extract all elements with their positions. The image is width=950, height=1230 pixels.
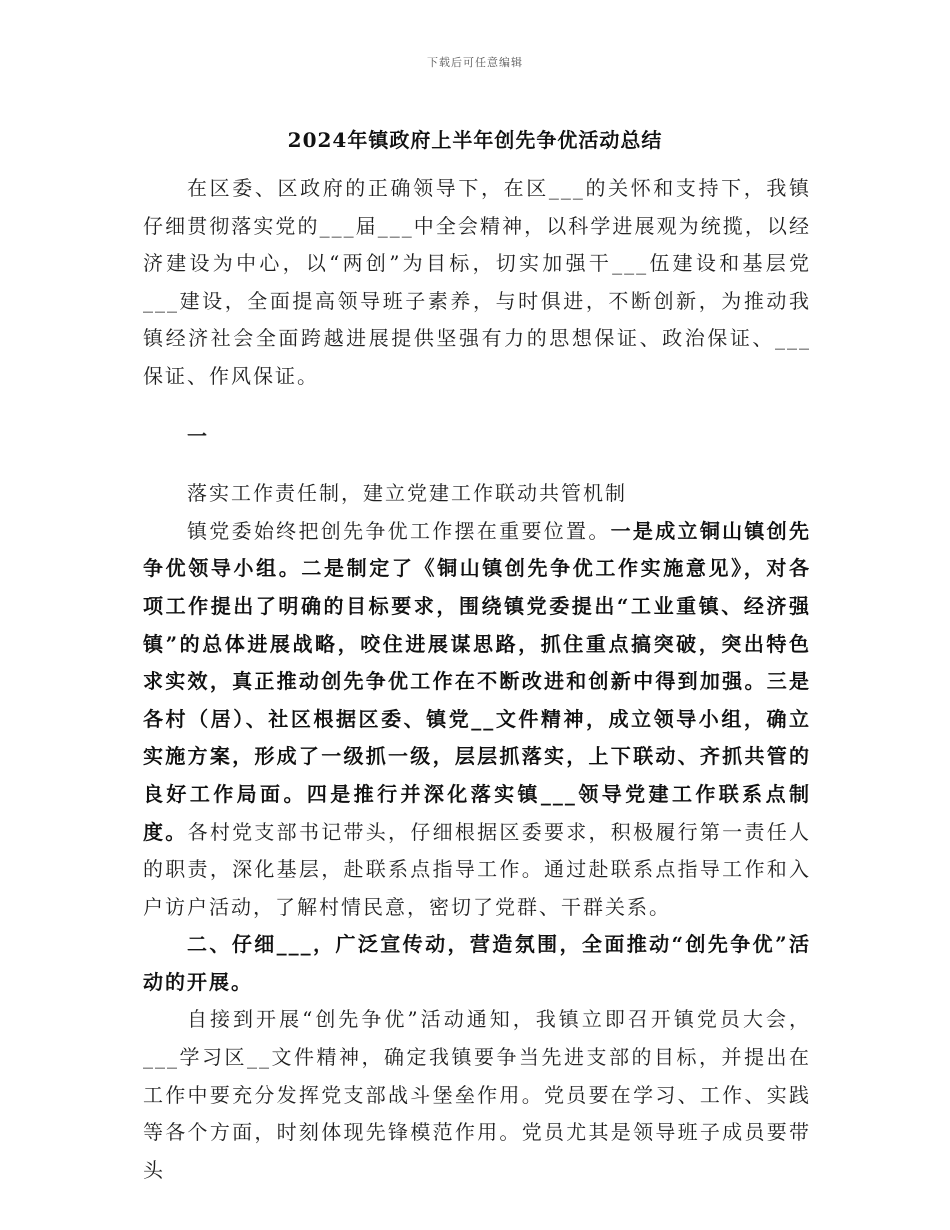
section-2-heading: 二、仔细___，广泛宣传动，营造氛围，全面推动“创先争优”活动的开展。 bbox=[143, 932, 811, 994]
document-body bbox=[143, 170, 811, 1189]
section-1-bold-text: 一是成立铜山镇创先争优领导小组。二是制定了《铜山镇创先争优工作实施意见》，对各项工作提出了明确的目标要求，围绕镇党委提出“工业重镇、经济强镇”的总体进展战略，咬住进展谋思路，抓住重点搞突破，突出特色求实效，真正推动创先争优工作在不断改进和创新中得到加强。三是各村（居）、社区根据区委、镇党__文件精神，成立领导小组，确立实施方案，形成了一级抓一级，层层抓落实，上下联动、齐抓共管的良好工作局面。四是推行并深化落实镇___领导党建工作联系点制度。 bbox=[143, 518, 812, 844]
section-1-paragraph bbox=[143, 513, 811, 927]
intro-paragraph: 在区委、区政府的正确领导下，在区___的关怀和支持下，我镇仔细贯彻落实党的___届___中全会精神，以科学进展观为统揽，以经济建设为中心，以“两创”为目标，切实加强干___伍建设和基层党___建设，全面提高领导班子素养，与时俱进，不断创新，为推动我镇经济社会全面跨越进展提供坚强有力的思想保证、政治保证、___保证、作风保证。 bbox=[143, 176, 811, 388]
section-2-paragraph: 自接到开展“创先争优”活动通知，我镇立即召开镇党员大会，___学习区__文件精神，确定我镇要争当先进支部的目标，并提出在工作中要充分发挥党支部战斗堡垒作用。党员要在学习、工作、实践等各个方面，时刻体现先锋模范作用。党员尤其是领导班子成员要带头 bbox=[143, 1007, 811, 1182]
section-1-number: 一 bbox=[187, 423, 209, 448]
section-1-subtitle: 落实工作责任制，建立党建工作联动共管机制 bbox=[187, 481, 627, 506]
section-1-lead: 镇党委始终把创先争优工作摆在重要位置。 bbox=[187, 518, 611, 543]
section-1-tail: 各村党支部书记带头，仔细根据区委要求，积极履行第一责任人的职责，深化基层，赴联系点指导工作。通过赴联系点指导工作和入户访户活动，了解村情民意，密切了党群、干群关系。 bbox=[143, 819, 812, 919]
document-title: 2024年镇政府上半年创先争优活动总结 bbox=[287, 128, 663, 152]
header-note: 下载后可任意编辑 bbox=[427, 56, 523, 69]
